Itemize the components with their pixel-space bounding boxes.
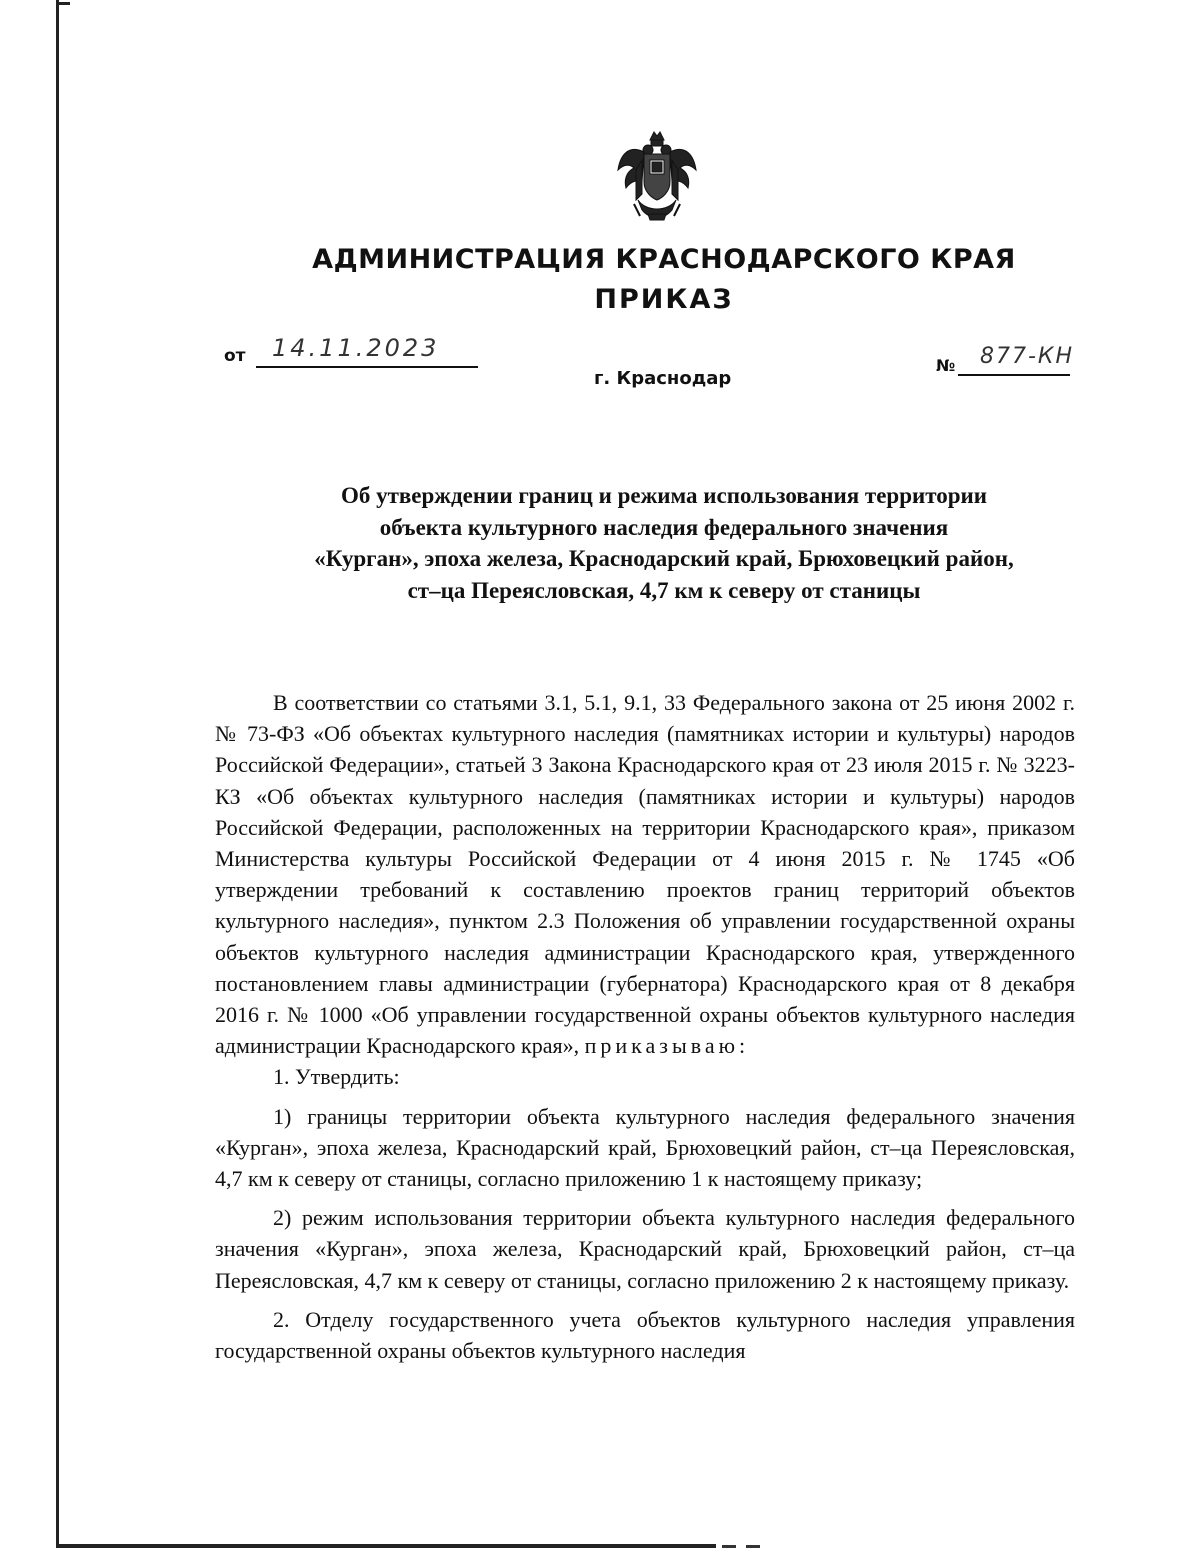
scan-border-bottom bbox=[56, 1544, 716, 1548]
document-body bbox=[215, 687, 1075, 1366]
scan-border-top bbox=[56, 2, 70, 5]
document-heading bbox=[220, 480, 1108, 606]
date-handwritten: 14.11.2023 bbox=[272, 334, 440, 362]
preamble-paragraph bbox=[215, 687, 1075, 1061]
number-label: № bbox=[936, 356, 956, 375]
scan-border-dash bbox=[746, 1545, 760, 1548]
scan-border-left bbox=[56, 0, 59, 1545]
scan-border-dash bbox=[722, 1545, 736, 1548]
item-2: 2. Отделу государственного учета объектов культурного наследия управления государственной охраны объектов культурного наследия bbox=[215, 1306, 1075, 1364]
heading-line: ст–ца Переясловская, 4,7 км к северу от станицы bbox=[407, 577, 921, 603]
order-word: приказываю: bbox=[584, 1033, 750, 1059]
coat-of-arms-emblem bbox=[614, 130, 700, 222]
heading-line: Об утверждении границ и режима использования территории bbox=[340, 483, 988, 508]
date-label: от bbox=[224, 346, 246, 366]
document-type-title: ПРИКАЗ bbox=[594, 284, 734, 315]
heading-line: объекта культурного наследия федерального значения bbox=[379, 514, 949, 540]
number-underline bbox=[958, 374, 1070, 376]
item-1-2: 2) режим использования территории объекта культурного наследия федерального значения «Курган», эпоха железа, Краснодарский край, Брюховецкий район, ст–ца Переясловская, 4,7 км к северу от станицы, согласно приложению 2 к настоящему приказу. bbox=[215, 1205, 1075, 1293]
heading-line: «Курган», эпоха железа, Краснодарский край, Брюховецкий район, bbox=[314, 546, 1014, 571]
item-1-1: 1) границы территории объекта культурного наследия федерального значения «Курган», эпоха железа, Краснодарский край, Брюховецкий район, ст–ца Переясловская, 4,7 км к северу от станицы, согласно приложению 1 к настоящему приказу; bbox=[215, 1103, 1075, 1192]
item-1: 1. Утвердить: bbox=[273, 1064, 400, 1090]
number-handwritten: 877-КН bbox=[980, 344, 1075, 369]
organization-title: АДМИНИСТРАЦИЯ КРАСНОДАРСКОГО КРАЯ bbox=[312, 244, 1016, 275]
date-underline bbox=[256, 366, 478, 368]
preamble-text: В соответствии со статьями 3.1, 5.1, 9.1, 33 Федерального закона от 25 июня 2002 г. № 73-ФЗ «Об объектах культурного наследия (памятниках истории и культуры) народов Российской Федерации», статьей 3 Закона Краснодарского края от 23 июля 2015 г. № 3223-КЗ «Об объектах культурного наследия (памятниках истории и культуры) народов Российской Федерации, расположенных на территории Краснодарского края», приказом Министерства культуры Российской Федерации от 4 июня 2015 г. № 1745 «Об утверждении требований к составлению проектов границ территорий объектов культурного наследия», пунктом 2.3 Положения об управлении государственной охраны объектов культурного наследия администрации Краснодарского края, утвержденного постановлением главы администрации (губернатора) Краснодарского края от 8 декабря 2016 г. № 1000 «Об управлении государственной охраны объектов культурного наследия администрации Краснодарского края», bbox=[215, 690, 1075, 1059]
city-name: г. Краснодар bbox=[594, 368, 732, 389]
